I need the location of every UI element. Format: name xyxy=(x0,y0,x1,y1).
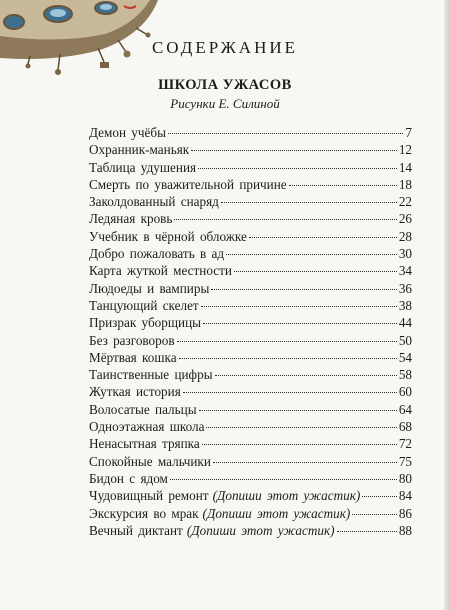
toc-entry xyxy=(89,193,412,210)
table-of-contents xyxy=(89,124,412,539)
toc-entry-note: (Допиши этот ужастик) xyxy=(212,488,361,504)
toc-entry xyxy=(89,176,412,193)
toc-entry xyxy=(89,435,412,452)
toc-entry-page-number: 12 xyxy=(398,142,412,158)
toc-entry-page-number: 60 xyxy=(398,384,412,400)
toc-entry-title: Людоеды и вампиры xyxy=(89,280,210,296)
toc-entry-title: Мёртвая кошка xyxy=(89,349,177,365)
toc-entry xyxy=(89,505,412,522)
toc-entry-title: Учебник в чёрной обложке xyxy=(89,228,247,244)
toc-dot-leader xyxy=(337,531,397,532)
toc-dot-leader xyxy=(221,202,397,203)
toc-entry xyxy=(89,349,412,366)
toc-dot-leader xyxy=(226,254,397,255)
toc-entry-title: Ненасытная тряпка xyxy=(89,436,200,452)
toc-entry-title: Бидон с ядом xyxy=(89,470,168,486)
toc-entry-page-number: 50 xyxy=(398,332,412,348)
toc-entry-title: Карта жуткой местности xyxy=(89,263,232,279)
toc-entry xyxy=(89,470,412,487)
toc-entry xyxy=(89,453,412,470)
toc-entry-title: Танцующий скелет xyxy=(89,297,199,313)
toc-entry-page-number: 80 xyxy=(398,470,412,486)
toc-entry-page-number: 58 xyxy=(398,367,412,383)
toc-entry xyxy=(89,141,412,158)
illustrator-credit: Рисунки Е. Силиной xyxy=(170,96,280,111)
toc-entry-title: Ледяная кровь xyxy=(89,211,173,227)
toc-dot-leader xyxy=(206,427,396,428)
toc-entry-title: Одноэтажная школа xyxy=(89,419,205,435)
toc-entry-note: (Допиши этот ужастик) xyxy=(186,522,335,538)
toc-entry xyxy=(89,366,412,383)
toc-dot-leader xyxy=(249,237,397,238)
toc-entry xyxy=(89,418,412,435)
toc-entry-title: Вечный диктант xyxy=(89,522,183,538)
toc-dot-leader xyxy=(183,392,397,393)
toc-entry-page-number: 18 xyxy=(398,176,412,192)
toc-entry-page-number: 36 xyxy=(398,280,412,296)
toc-entry-title: Добро пожаловать в ад xyxy=(89,246,225,262)
toc-entry-title: Чудовищный ремонт xyxy=(89,488,209,504)
toc-dot-leader xyxy=(289,185,397,186)
toc-entry xyxy=(89,210,412,227)
toc-entry-title: Таблица удушения xyxy=(89,159,197,175)
toc-entry-title: Спокойные мальчики xyxy=(89,453,211,469)
toc-entry-page-number: 26 xyxy=(398,211,412,227)
toc-entry xyxy=(89,280,412,297)
toc-entry-page-number: 64 xyxy=(398,401,412,417)
toc-entry-title: Таинственные цифры xyxy=(89,367,213,383)
toc-entry-page-number: 7 xyxy=(405,125,412,140)
toc-entry-page-number: 22 xyxy=(398,194,412,210)
toc-entry-page-number: 14 xyxy=(398,159,412,175)
toc-entry-page-number: 38 xyxy=(398,297,412,313)
toc-entry xyxy=(89,297,412,314)
toc-entry-page-number: 86 xyxy=(398,505,412,521)
toc-entry-title: Призрак уборщицы xyxy=(89,315,201,331)
toc-entry-title: Охранник-маньяк xyxy=(89,142,190,158)
toc-entry xyxy=(89,228,412,245)
toc-dot-leader xyxy=(215,375,397,376)
contents-heading: СОДЕРЖАНИЕ xyxy=(151,38,299,57)
toc-entry-page-number: 75 xyxy=(398,453,412,469)
toc-dot-leader xyxy=(203,323,397,324)
toc-entry-title: Жуткая история xyxy=(89,384,181,400)
toc-entry-page-number: 28 xyxy=(398,228,412,244)
toc-entry-title: Заколдованный снаряд xyxy=(89,194,219,210)
toc-dot-leader xyxy=(201,306,397,307)
toc-dot-leader xyxy=(198,168,397,169)
toc-dot-leader xyxy=(168,133,403,134)
toc-dot-leader xyxy=(174,219,396,220)
toc-entry-page-number: 34 xyxy=(398,263,412,279)
toc-entry-title: Волосатые пальцы xyxy=(89,401,197,417)
toc-entry-page-number: 68 xyxy=(398,419,412,435)
toc-entry-title: Без разговоров xyxy=(89,332,175,348)
toc-dot-leader xyxy=(170,479,397,480)
toc-dot-leader xyxy=(199,410,397,411)
toc-dot-leader xyxy=(191,150,397,151)
toc-dot-leader xyxy=(352,514,397,515)
toc-entry-title: Демон учёбы xyxy=(89,125,166,140)
toc-entry-page-number: 84 xyxy=(398,488,412,504)
toc-entry-page-number: 54 xyxy=(398,349,412,365)
toc-entry xyxy=(89,124,412,141)
toc-entry-note: (Допиши этот ужастик) xyxy=(202,505,351,521)
toc-dot-leader xyxy=(179,358,397,359)
toc-entry-page-number: 44 xyxy=(398,315,412,331)
toc-entry xyxy=(89,401,412,418)
toc-entry-title: Смерть по уважительной причине xyxy=(89,176,287,192)
toc-entry xyxy=(89,159,412,176)
toc-entry-title: Экскурсия во мрак xyxy=(89,505,199,521)
toc-entry xyxy=(89,314,412,331)
section-title: ШКОЛА УЖАСОВ xyxy=(158,77,292,93)
toc-dot-leader xyxy=(211,289,397,290)
toc-dot-leader xyxy=(362,496,397,497)
toc-dot-leader xyxy=(213,462,397,463)
toc-dot-leader xyxy=(202,444,397,445)
toc-entry-page-number: 88 xyxy=(398,522,412,538)
toc-entry xyxy=(89,522,412,539)
toc-dot-leader xyxy=(177,341,397,342)
toc-entry-page-number: 30 xyxy=(398,246,412,262)
toc-entry xyxy=(89,383,412,400)
toc-dot-leader xyxy=(234,271,397,272)
toc-entry xyxy=(89,245,412,262)
toc-entry xyxy=(89,487,412,504)
toc-entry xyxy=(89,262,412,279)
toc-entry xyxy=(89,332,412,349)
toc-entry-page-number: 72 xyxy=(398,436,412,452)
